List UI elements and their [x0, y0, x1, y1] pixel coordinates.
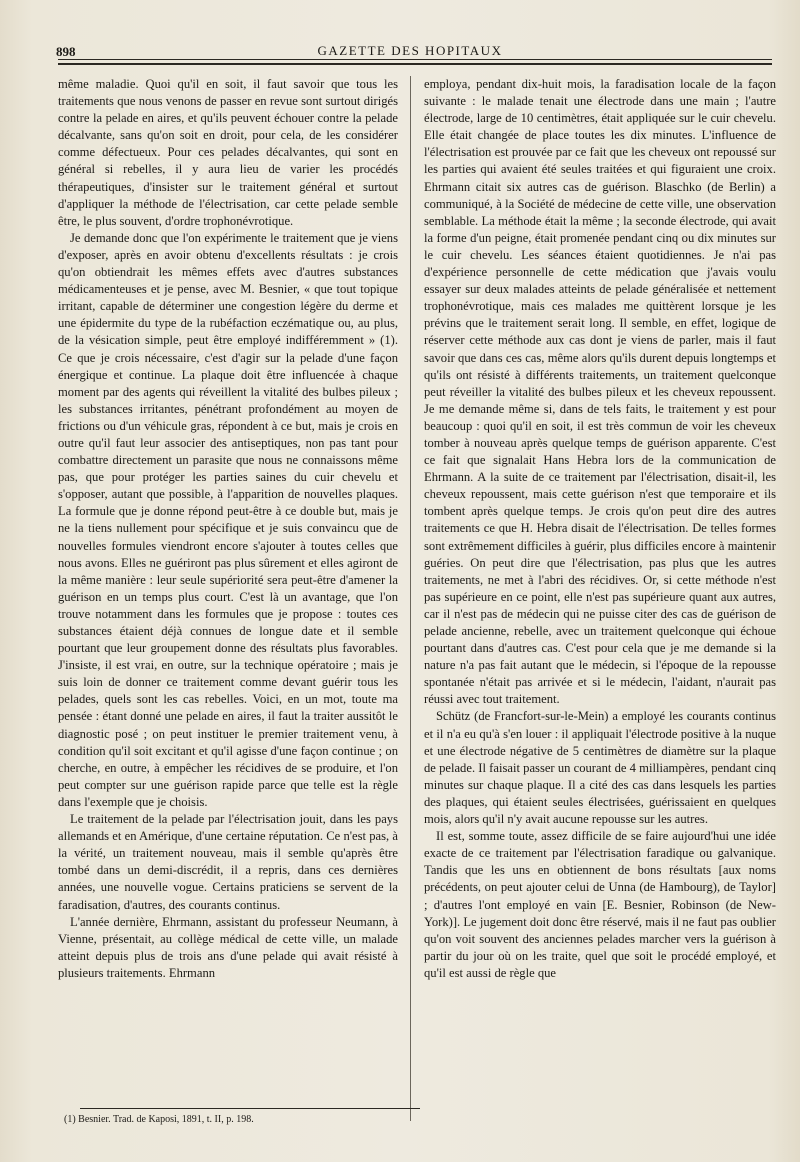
column-divider [410, 76, 411, 1121]
footnote: (1) Besnier. Trad. de Kaposi, 1891, t. II, p. 198. [64, 1114, 254, 1125]
header-rule [58, 59, 772, 60]
paragraph: employa, pendant dix-huit mois, la faradisation locale de la façon suivante : le malade tenait une électrode dans une main ; l'autre électrode, large de 10 centimètres, était appliquée sur le cuir chevelu. Elle était changée de place toutes les dix minutes. L'influence de l'électrisation est prouvée par ce fait que les cheveux ont repoussé sur les parties qui avaient été seules traitées et qui figuraient une croix. Ehrmann citait six autres cas de guérison. Blaschko (de Berlin) a communiqué, à la Société de médecine de cette ville, une observation semblable. La méthode était la même ; la seconde électrode, qui avait la forme d'un peigne, était promenée pendant cinq ou dix minutes sur le cuir chevelu. Les séances étaient quotidiennes. Je n'ai pas d'expérience personnelle de cette médication que j'avais voulu essayer sur deux malades atteints de pelade généralisée et nettement trophonévrotique, mais ces malades me quittèrent lorsque je les prévins que le traitement serait long. Il semble, en effet, logique de réserver cette méthode aux cas dont je viens de parler, mais il faut savoir que dans ces cas, même alors qu'ils durent depuis longtemps et qu'ils ont résisté à différents traitements, un traitement quelconque peut réveiller la vitalité des bulbes pileux et les cheveux repoussent. Je me demande même si, dans de tels faits, le traitement y est pour beaucoup : quoi qu'il en soit, il est très commun de voir les cheveux tomber à nouveau après quelque temps de guérison apparente. C'est ce fait que signalait Hans Hebra lors de la communication de Ehrmann. A la suite de ce traitement par l'électrisation, disait-il, les cheveux repoussent, mais cette guérison n'est que temporaire et ils tombent après quelque temps. Je crois qu'on peut dire des autres traitements ce que H. Hebra disait de l'électrisation. De telles formes sont extrêmement difficiles à guérir, plus difficiles encore à maintenir guéries. On peut dire que l'électrisation, pas plus que les autres traitements, ne met à l'abri des récidives. Or, si cette méthode n'est pas supérieure en ce point, elle n'est pas supérieure quant aux autres, car il n'est pas de médecin qui ne puisse citer des cas de guérison de pelade ancienne, rebelle, avec un traitement quelconque qui échoue pourtant dans d'autres cas. C'est pour cela que je me demande si la nature n'a pas fait autant que le médecin, si l'époque de la repousse spontanée n'était pas arrivée et si le médecin, l'aidant, n'aurait pas réussi avec tout traitement. [424, 77, 776, 707]
paragraph: Je demande donc que l'on expérimente le traitement que je viens d'exposer, après en avoir obtenu d'excellents résultats : je crois qu'on obtiendrait les mêmes effets avec d'autres substances médicamenteuses et je pense, avec M. Besnier, « que tout topique irritant, capable de déterminer une congestion légère du derme et une épidermite du type de la rubéfaction eczématique ou, au plus, de la vésication simple, peut être employé indifféremment » (1). Ce que je crois nécessaire, c'est d'agir sur la pelade d'une façon énergique et continue. La plaque doit être influencée à chaque moment par des agents qui réveillent la vitalité des bulbes pileux ; les substances irritantes, pénétrant profondément au moyen de frictions ou d'un véhicule gras, répondent à ce but, mais je crois en outre qu'il faut leur associer des antiseptiques, non pas tant pour combattre directement un parasite que nous ne connaissons même pas, que pour protéger les parties saines du cuir chevelu et s'opposer, autant que possible, à l'apparition de nouvelles plaques. La formule que je donne répond peut-être à ce double but, mais je ne la tiens nullement pour spécifique et je suis convaincu que de nouvelles formules viendront encore s'ajouter à toutes celles que nous avons. Elles ne guériront pas plus sûrement et elles agiront de la même manière : leur seule supériorité sera peut-être d'amener la guérison en un temps plus court. C'est là un avantage, que l'on trouve notamment dans les formules que je propose : toutes ces substances étaient déjà connues de longue date et il semble pourtant que leur groupement donne des résultats plus favorables. J'insiste, il est vrai, en outre, sur la technique opératoire ; mais je suis loin de donner ce traitement comme devant guérir tous les pelades, quels sont les cas rebelles. Voici, en un mot, toute ma pensée : étant donné une pelade en aires, il faut la traiter aussitôt le diagnostic posé ; on peut instituer le premier traitement venu, à condition qu'il soit excitant et qu'il agisse d'une façon continue ; on cherche, en outre, à empêcher les récidives de se produire, et l'on peut compter sur une guérison rapide parce que telle est la règle dans l'exemple que je choisis. [58, 230, 398, 809]
journal-title: GAZETTE DES HOPITAUX [317, 43, 503, 58]
paragraph: L'année dernière, Ehrmann, assistant du professeur Neumann, à Vienne, présentait, au collège médical de cette ville, un malade atteint depuis plus de trois ans d'une pelade qui avait résisté à plusieurs traitements. Ehrmann [58, 914, 398, 980]
header-rule-thick [58, 63, 772, 65]
footnote-rule [80, 1108, 420, 1109]
page-header [48, 36, 772, 60]
right-column [424, 76, 776, 982]
paragraph: même maladie. Quoi qu'il en soit, il faut savoir que tous les traitements que nous venons de passer en revue sont surtout dirigés contre la pelade en aires, et qu'ils peuvent échouer contre la pelade décalvante, sans qu'on soit en droit, pour cela, de les considérer comme défectueux. Pour ces pelades décalvantes, qui sont en général si rebelles, il y aura lieu de varier les procédés thérapeutiques, d'insister sur le traitement général et surtout d'appliquer la méthode de l'électrisation, car cette pelade semble être, le plus souvent, d'ordre trophonévrotique. [58, 77, 398, 228]
paragraph: Schütz (de Francfort-sur-le-Mein) a employé les courants continus et il n'a eu qu'à s'en louer : il appliquait l'électrode positive à la nuque et une électrode négative de 5 centimètres de diamètre sur la plaque de pelade. Il faisait passer un courant de 4 milliampères, pendant cinq minutes sur chaque plaque. Il a cité des cas dans lesquels les parties des plaques, qui étaient seules électrisées, guérissaient en quelques mois, alors qu'il n'y avait aucune repousse sur les autres. [424, 709, 776, 827]
paragraph: Le traitement de la pelade par l'électrisation jouit, dans les pays allemands et en Amérique, d'une certaine réputation. Ce n'est pas, à la vérité, un traitement nouveau, mais il semble qu'après être tombé dans un demi-discrédit, il a repris, dans ces dernières années, une nouvelle vogue. Certains praticiens se servent de la faradisation, d'autres, des courants continus. [58, 812, 398, 912]
left-column [58, 76, 398, 982]
page-number: 898 [56, 44, 76, 59]
paragraph: Il est, somme toute, assez difficile de se faire aujourd'hui une idée exacte de ce traitement par l'électrisation faradique ou galvanique. Tandis que les uns en obtiennent de bons résultats [aux noms précédents, on peut ajouter celui de Unna (de Hambourg), de Taylor] ; d'autres l'ont employé en vain [E. Besnier, Robinson (de New-York)]. Le jugement doit donc être réservé, mais il ne faut pas oublier qu'on voit souvent des anciennes pelades marcher vers la guérison à partir du jour où on les traite, quel que soit le procédé employé, et qu'il est aussi de règle que [424, 829, 776, 980]
